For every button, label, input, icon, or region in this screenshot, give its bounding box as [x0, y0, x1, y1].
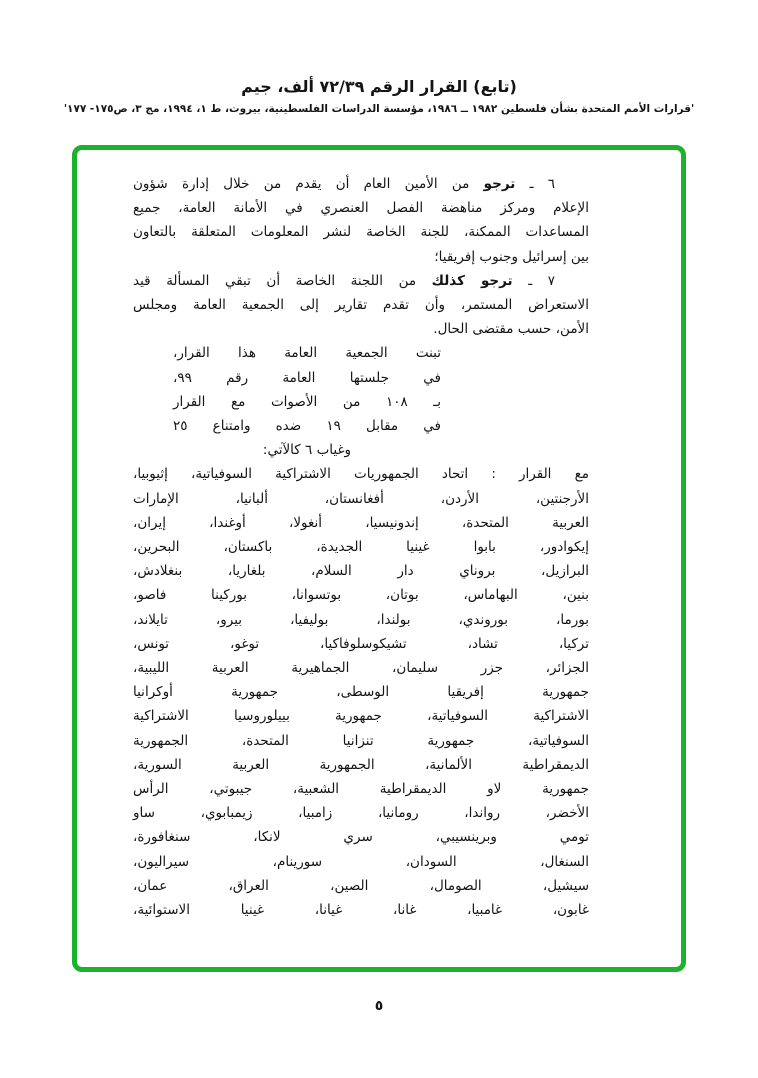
page-header — [0, 0, 758, 116]
clause-number: ٧ ـ — [528, 272, 555, 289]
text-line: تبنت الجمعية العامة هذا القرار، — [173, 345, 441, 362]
page-title: (تابع) القرار الرقم ٧٢/٣٩ ألف، جيم — [241, 77, 517, 96]
clause-number: ٦ ـ — [529, 176, 556, 192]
text-line: الجزائر، جزر سليمان، الجماهيرية العربية الليبية، — [133, 660, 589, 677]
adoption-lines — [173, 341, 441, 438]
text-line: الديمقراطية الألمانية، الجمهورية العربية السورية، — [133, 756, 589, 773]
clause-6-body — [133, 196, 589, 244]
clause-6-first-line — [133, 172, 589, 196]
text-line: السنغال، السودان، سورينام، سيراليون، — [133, 853, 589, 870]
text-line: الأخضر، رواندا، رومانيا، زامبيا، زيمبابوي، ساو — [133, 805, 589, 822]
text-line: المساعدات الممكنة، للجنة الخاصة لنشر المعلومات المتعلقة بالتعاون — [133, 224, 589, 241]
adoption-note — [173, 341, 441, 462]
text-line: جمهورية إفريقيا الوسطى، جمهورية أوكرانيا — [133, 684, 589, 701]
adoption-last-line: وغياب ٦ كالآتي: — [262, 442, 352, 459]
text-line: سيشيل، الصومال، الصين، العراق، عمان، — [133, 877, 589, 894]
clause-6 — [133, 172, 589, 269]
clause-6-last-line: بين إسرائيل وجنوب إفريقيا؛ — [434, 248, 589, 265]
clause-text: من الأمين العام أن يقدم من خلال إدارة شؤون — [133, 176, 470, 192]
vote-with-list — [133, 462, 589, 922]
text-line: الاشتراكية السوفياتية، جمهورية بييلوروسيا الاشتراكية — [133, 708, 589, 725]
text-line: جمهورية لاو الديمقراطية الشعبية، جيبوتي، الرأس — [133, 781, 589, 798]
clause-keyword: ترجو — [483, 176, 516, 192]
text-line: مع القرار : اتحاد الجمهوريات الاشتراكية السوفياتية، إثيوبيا، — [133, 466, 589, 483]
text-line: الاستعراض المستمر، وأن تقدم تقارير إلى الجمعية العامة ومجلس — [133, 297, 589, 314]
text-line: تركيا، تشاد، تشيكوسلوفاكيا، توغو، تونس، — [133, 635, 589, 652]
clause-7-body — [133, 293, 589, 317]
page-number: ٥ — [374, 998, 384, 1014]
clause-keyword: ترجو كذلك — [431, 272, 513, 289]
text-line: العربية المتحدة، إندونيسيا، أنغولا، أوغندا، إيران، — [133, 514, 589, 531]
clause-7-last-line: الأمن، حسب مقتضى الحال. — [433, 321, 589, 338]
text-line: تومي وبرينسيبي، سري لانكا، سنغافورة، — [133, 829, 589, 846]
text-line: في جلستها العامة رقم ٩٩، — [173, 369, 441, 386]
text-line: إيكوادور، بابوا غينيا الجديدة، باكستان، البحرين، — [133, 539, 589, 556]
text-line: السوفياتية، جمهورية تنزانيا المتحدة، الجمهورية — [133, 732, 589, 749]
text-line: البرازيل، بروناي دار السلام، بلغاريا، بنغلادش، — [133, 563, 589, 580]
text-line: بـ ١٠٨ من الأصوات مع القرار — [173, 393, 441, 410]
text-line: بنين، البهاماس، بوتان، بوتسوانا، بوركينا فاصو، — [133, 587, 589, 604]
clause-7-first-line — [133, 269, 589, 293]
clause-7 — [133, 269, 589, 342]
text-line: بورما، بوروندي، بولندا، بوليفيا، بيرو، تايلاند، — [133, 611, 589, 628]
text-line: في مقابل ١٩ ضده وامتناع ٢٥ — [173, 418, 441, 435]
text-line: غابون، غامبيا، غانا، غيانا، غينيا الاستوائية، — [133, 902, 589, 919]
text-line: الأرجنتين، الأردن، أفغانستان، ألبانيا، الإمارات — [133, 490, 589, 507]
clause-text: من اللجنة الخاصة أن تبقي المسألة قيد — [133, 272, 417, 289]
source-citation: 'قرارات الأمم المتحدة بشأن فلسطين ١٩٨٢ ــ ١٩٨٦، مؤسسة الدراسات الفلسطينية، بيروت، ط ١، ١٩٩٤، مج ٣، ص١٧٥- ١٧٧' — [63, 103, 695, 115]
text-line: الإعلام ومركز مناهضة الفصل العنصري في الأمانة العامة، جميع — [133, 200, 589, 217]
resolution-frame — [72, 145, 686, 972]
